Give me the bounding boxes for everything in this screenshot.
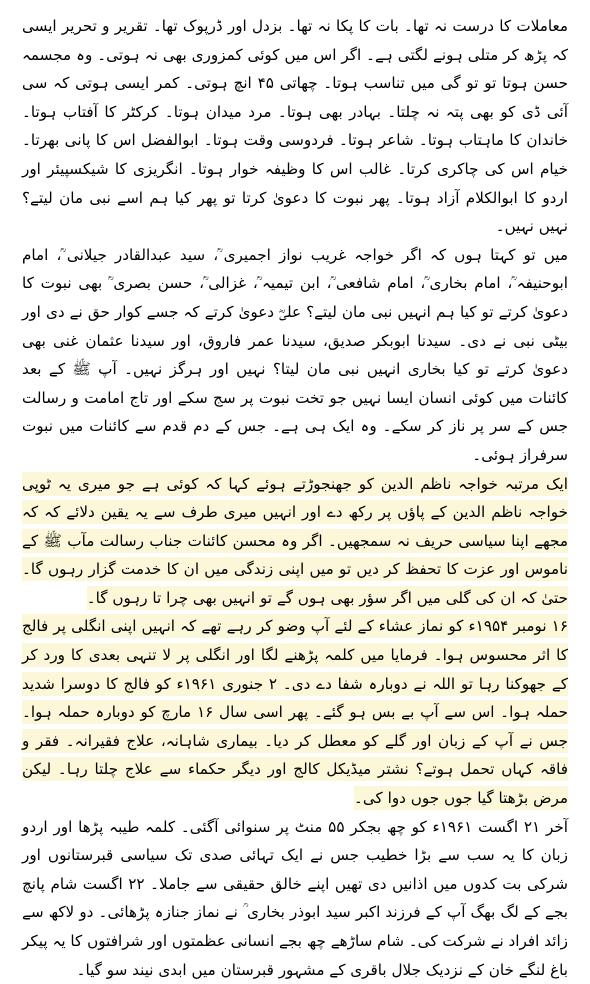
paragraph — [22, 813, 568, 984]
highlighted-paragraph-text: ایک مرتبہ خواجہ ناظم الدین کو جھنجوڑتے ہوئے کہا کہ کوئی ہے جو میری یہ ٹوپی خواجہ ناظم الدین کے پاؤں پر رکھ دے اور انہیں میری طرف سے یہ یقین دلائے کہ کہ مجھے اپنا سیاسی حریف نہ سمجھیں۔ اگر وہ محسن کائنات جناب رسالت مآب ﷺ کے ناموس اور عزت کا تحفظ کر دیں تو میں اپنی زندگی میں ان کا خدمت گزار رہوں گا۔ حتیٰ کہ ان کی گلی میں اگر سؤر بھی ہوں گے تو انہیں بھی چرا تا رہوں گا۔ — [22, 474, 568, 607]
paragraph — [22, 612, 568, 812]
paragraph-text: میں تو کہتا ہوں کہ اگر خواجہ غریب نواز اجمیری ؒ، سید عبدالقادر جیلانی ؒ، امام ابوحنیفہ ؒ، امام بخاری ؒ، امام شافعی ؒ، ابن تیمیہ ؒ، غزالی ؒ، حسن بصری ؒ بھی نبوت کا دعویٰ کرتے تو کیا ہم انہیں نبی مان لیتے؟ علیؓ دعویٰ کرتے کہ جسے کوار حق نے دی اور بیٹی نبی نے دی۔ سیدنا ابوبکر صدیق، سیدنا عمر فاروق، اور سیدنا عثمان غنی بھی دعویٰ کرتے تو کیا بخاری انہیں نبی مان لیتا؟ نہیں اور ہرگز نہیں۔ آپ ﷺ کے بعد کائنات میں کوئی انسان ایسا نہیں جو تخت نبوت پر سج سکے اور تاج امامت و رسالت جس کے سر پر ناز کر سکے۔ وہ ایک ہی ہے۔ جس کے دم قدم سے کائنات میں نبوت سرفراز ہوئی۔ — [22, 245, 568, 464]
paragraph — [22, 241, 568, 470]
paragraph — [22, 470, 568, 613]
paragraph-text: معاملات کا درست نہ تھا۔ بات کا پکا نہ تھا۔ بزدل اور ڈرپوک تھا۔ تقریر و تحریر ایسی کہ پڑھ کر متلی ہونے لگتی ہے۔ اگر اس میں کوئی کمزوری بھی نہ ہوتی۔ وہ مجسمہ حسن ہوتا تو تو گی میں تناسب ہوتا۔ چھاتی ۴۵ انچ ہوتی۔ کمر ایسی ہوتی کہ سی آئی ڈی کو بھی پتہ نہ چلتا۔ بہادر بھی ہوتا۔ مرد میدان ہوتا۔ کرکٹر کا آفتاب ہوتا۔ خاندان کا ماہتاب ہوتا۔ شاعر ہوتا۔ فردوسی وقت ہوتا۔ ابوالفضل اس کا پانی بھرتا۔ خیام اس کی چاکری کرتا۔ غالب اس کا وظیفہ خوار ہوتا۔ انگریزی کا شیکسپیئر اور اردو کا ابوالکلام آزاد ہوتا۔ پھر نبوت کا دعویٰ کرتا تو پھر کیا ہم اسے نبی مان لیتے؟ نہیں نہیں۔ — [22, 17, 568, 236]
paragraph — [22, 12, 568, 241]
paragraph-text: آخر ۲۱ اگست ۱۹۶۱ء کو چھ بجکر ۵۵ منٹ پر سنوائی آگئی۔ کلمہ طیبہ پڑھا اور اردو زبان کا یہ سب سے بڑا خطیب جس نے ایک تہائی صدی تک سیاسی قبرستانوں اور شرکی بت کدوں میں اذانیں دی تھیں اپنے خالق حقیقی سے جاملا۔ ۲۲ اگست شام پانچ بجے کے لگ بھگ آپ کے فرزند اکبر سید ابوذر بخاری ؒ نے نماز جنازہ پڑھائی۔ دو لاکھ سے زائد افراد نے شرکت کی۔ شام ساڑھے چھ بجے انسانی عظمتوں اور شرافتوں کا یہ پیکر باغ لنگے خان کے نزدیک جلال باقری کے مشہور قبرستان میں ابدی نیند سو گیا۔ — [22, 817, 568, 979]
urdu-text-page — [22, 12, 568, 979]
highlighted-paragraph-text: ۱۶ نومبر ۱۹۵۴ء کو نماز عشاء کے لئے آپ وضو کر رہے تھے کہ انہیں اپنی انگلی پر فالج کا اثر محسوس ہوا۔ فرمایا میں کلمہ پڑھنے لگا اور انگلی پر لا تنہی بعدی کا ورد کر کے جھوکنا رہا تو اللہ نے دوبارہ شفا دے دی۔ ۲ جنوری ۱۹۶۱ء کو فالج کا دوسرا شدید حملہ ہوا۔ اس سے آپ بے بس ہو گئے۔ پھر اسی سال ۱۶ مارچ کو دوبارہ حملہ ہوا۔ جس نے آپ کے زبان اور گلے کو معطل کر دیا۔ بیماری شاہانہ، علاج فقیرانہ۔ فقر و فاقہ کہاں تحمل ہوتے؟ نشتر میڈیکل کالج اور دیگر حکماء سے علاج چلتا رہا۔ لیکن مرض بڑھتا گیا جوں جوں دوا کی۔ — [22, 617, 568, 808]
